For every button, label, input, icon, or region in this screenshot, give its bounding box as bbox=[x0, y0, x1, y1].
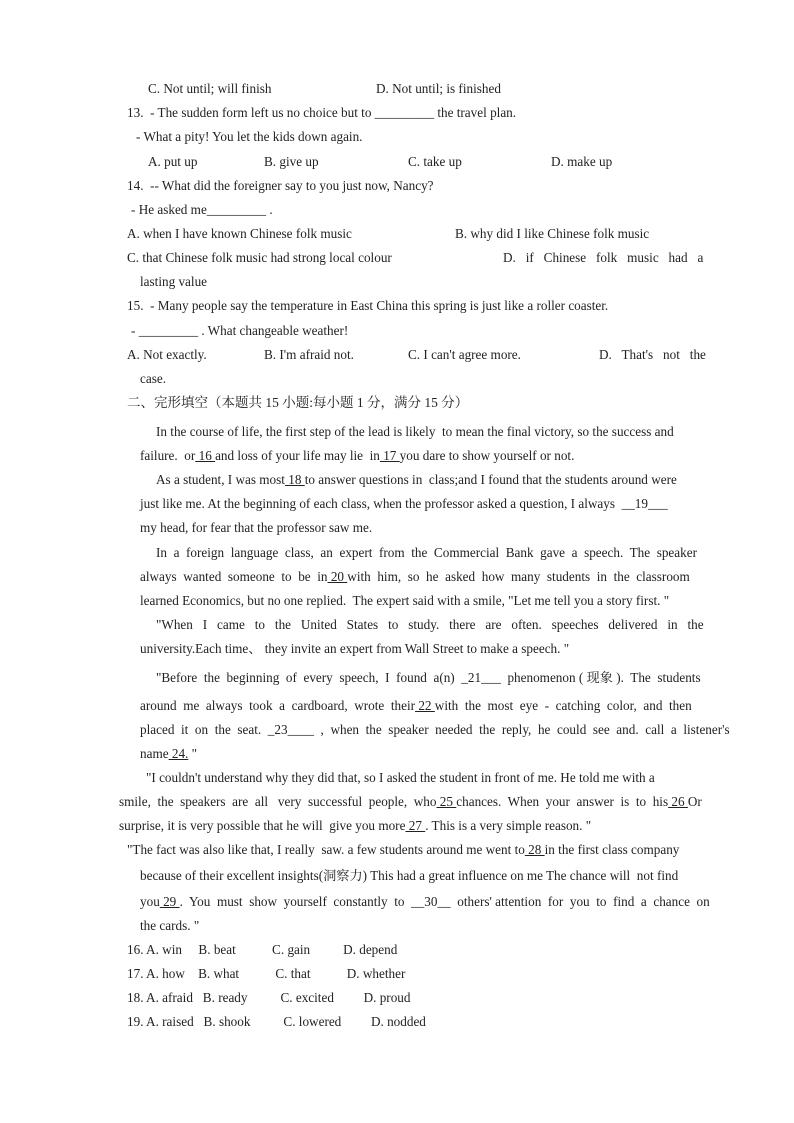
option-c: C. that Chinese folk music had strong local colour bbox=[127, 250, 392, 265]
passage-line: because of their excellent insights(洞察力) This had a great influence on me The chance will not find bbox=[140, 868, 679, 883]
question-line: - He asked me_________ . bbox=[131, 202, 273, 217]
option-d-cont: case. bbox=[140, 371, 166, 386]
passage-line: learned Economics, but no one replied. The expert said with a smile, "Let me tell you a story first. " bbox=[140, 593, 670, 608]
option-d: D. That's not the bbox=[599, 347, 706, 362]
passage-line: failure. or 16 and loss of your life may lie in 17 you dare to show yourself or not. bbox=[140, 448, 575, 463]
answer-options-17: 17. A. how B. what C. that D. whether bbox=[127, 966, 406, 981]
option-b: B. why did I like Chinese folk music bbox=[455, 226, 650, 241]
question-line: - What a pity! You let the kids down again. bbox=[136, 129, 363, 144]
passage-line: surprise, it is very possible that he will give you more 27 . This is a very simple reason. " bbox=[119, 818, 592, 833]
blank-24: 24. bbox=[168, 746, 189, 761]
passage-line: always wanted someone to be in 20 with him, so he asked how many students in the classroom bbox=[140, 569, 690, 584]
option-d: D. make up bbox=[551, 154, 613, 169]
passage-line: university.Each time、 they invite an expert from Wall Street to make a speech. " bbox=[140, 641, 570, 656]
option-b: B. I'm afraid not. bbox=[264, 347, 354, 362]
passage-line: just like me. At the beginning of each class, when the professor asked a question, I always __19___ bbox=[140, 496, 668, 511]
passage-line: placed it on the seat. _23____ , when the speaker needed the reply, he could see and. call a listener's bbox=[140, 722, 730, 737]
passage-line: In a foreign language class, an expert from the Commercial Bank gave a speech. The speaker bbox=[156, 545, 697, 560]
blank-25: 25 bbox=[436, 794, 457, 809]
blank-17: 17 bbox=[379, 448, 400, 463]
option-a: A. when I have known Chinese folk music bbox=[127, 226, 352, 241]
answer-options-16: 16. A. win B. beat C. gain D. depend bbox=[127, 942, 398, 957]
blank-20: 20 bbox=[327, 569, 348, 584]
passage-line: "When I came to the United States to study. there are often. speeches delivered in the bbox=[156, 617, 704, 632]
option-line: D. Not until; is finished bbox=[376, 81, 501, 96]
question-14: 14. -- What did the foreigner say to you just now, Nancy? bbox=[127, 178, 434, 193]
option-c: C. take up bbox=[408, 154, 462, 169]
blank-28: 28 bbox=[524, 842, 545, 857]
passage-line: my head, for fear that the professor saw me. bbox=[140, 520, 373, 535]
option-c: C. I can't agree more. bbox=[408, 347, 521, 362]
passage-line: smile, the speakers are all very successful people, who 25 chances. When your answer is to his 26 Or bbox=[119, 794, 702, 809]
blank-18: 18 bbox=[284, 472, 305, 487]
blank-22: 22 bbox=[415, 698, 435, 713]
option-b: B. give up bbox=[264, 154, 319, 169]
question-13: 13. - The sudden form left us no choice but to _________ the travel plan. bbox=[127, 105, 517, 120]
passage-line: "The fact was also like that, I really saw. a few students around me went to 28 in the first class company bbox=[127, 842, 680, 857]
passage-line: In the course of life, the first step of the lead is likely to mean the final victory, so the success and bbox=[156, 424, 674, 439]
answer-options-19: 19. A. raised B. shook C. lowered D. nodded bbox=[127, 1014, 426, 1029]
option-line: C. Not until; will finish bbox=[148, 81, 272, 96]
passage-line: you 29 . You must show yourself constantly to __30__ others' attention for you to find a chance on bbox=[140, 894, 710, 909]
passage-line: "Before the beginning of every speech, I found a(n) _21___ phenomenon ( 现象 ). The students bbox=[156, 670, 701, 685]
option-a: A. put up bbox=[148, 154, 198, 169]
passage-line: name 24. " bbox=[140, 746, 198, 761]
section-heading: 二、完形填空（本题共 15 小题:每小题 1 分，满分 15 分） bbox=[127, 395, 469, 410]
blank-29: 29 bbox=[159, 894, 180, 909]
option-d-cont: lasting value bbox=[140, 274, 208, 289]
passage-line: the cards. " bbox=[140, 918, 200, 933]
question-15: 15. - Many people say the temperature in East China this spring is just like a roller coaster. bbox=[127, 298, 609, 313]
passage-line: "I couldn't understand why they did that, so I asked the student in front of me. He told me with a bbox=[146, 770, 655, 785]
option-a: A. Not exactly. bbox=[127, 347, 207, 362]
answer-options-18: 18. A. afraid B. ready C. excited D. proud bbox=[127, 990, 411, 1005]
blank-26: 26 bbox=[668, 794, 688, 809]
option-d: D. if Chinese folk music had a bbox=[503, 250, 704, 265]
question-line: - _________ . What changeable weather! bbox=[131, 323, 349, 338]
passage-line: around me always took a cardboard, wrote their 22 with the most eye - catching color, and then bbox=[140, 698, 692, 713]
blank-27: 27 bbox=[405, 818, 426, 833]
blank-16: 16 bbox=[195, 448, 216, 463]
passage-line: As a student, I was most 18 to answer questions in class;and I found that the students around were bbox=[156, 472, 677, 487]
